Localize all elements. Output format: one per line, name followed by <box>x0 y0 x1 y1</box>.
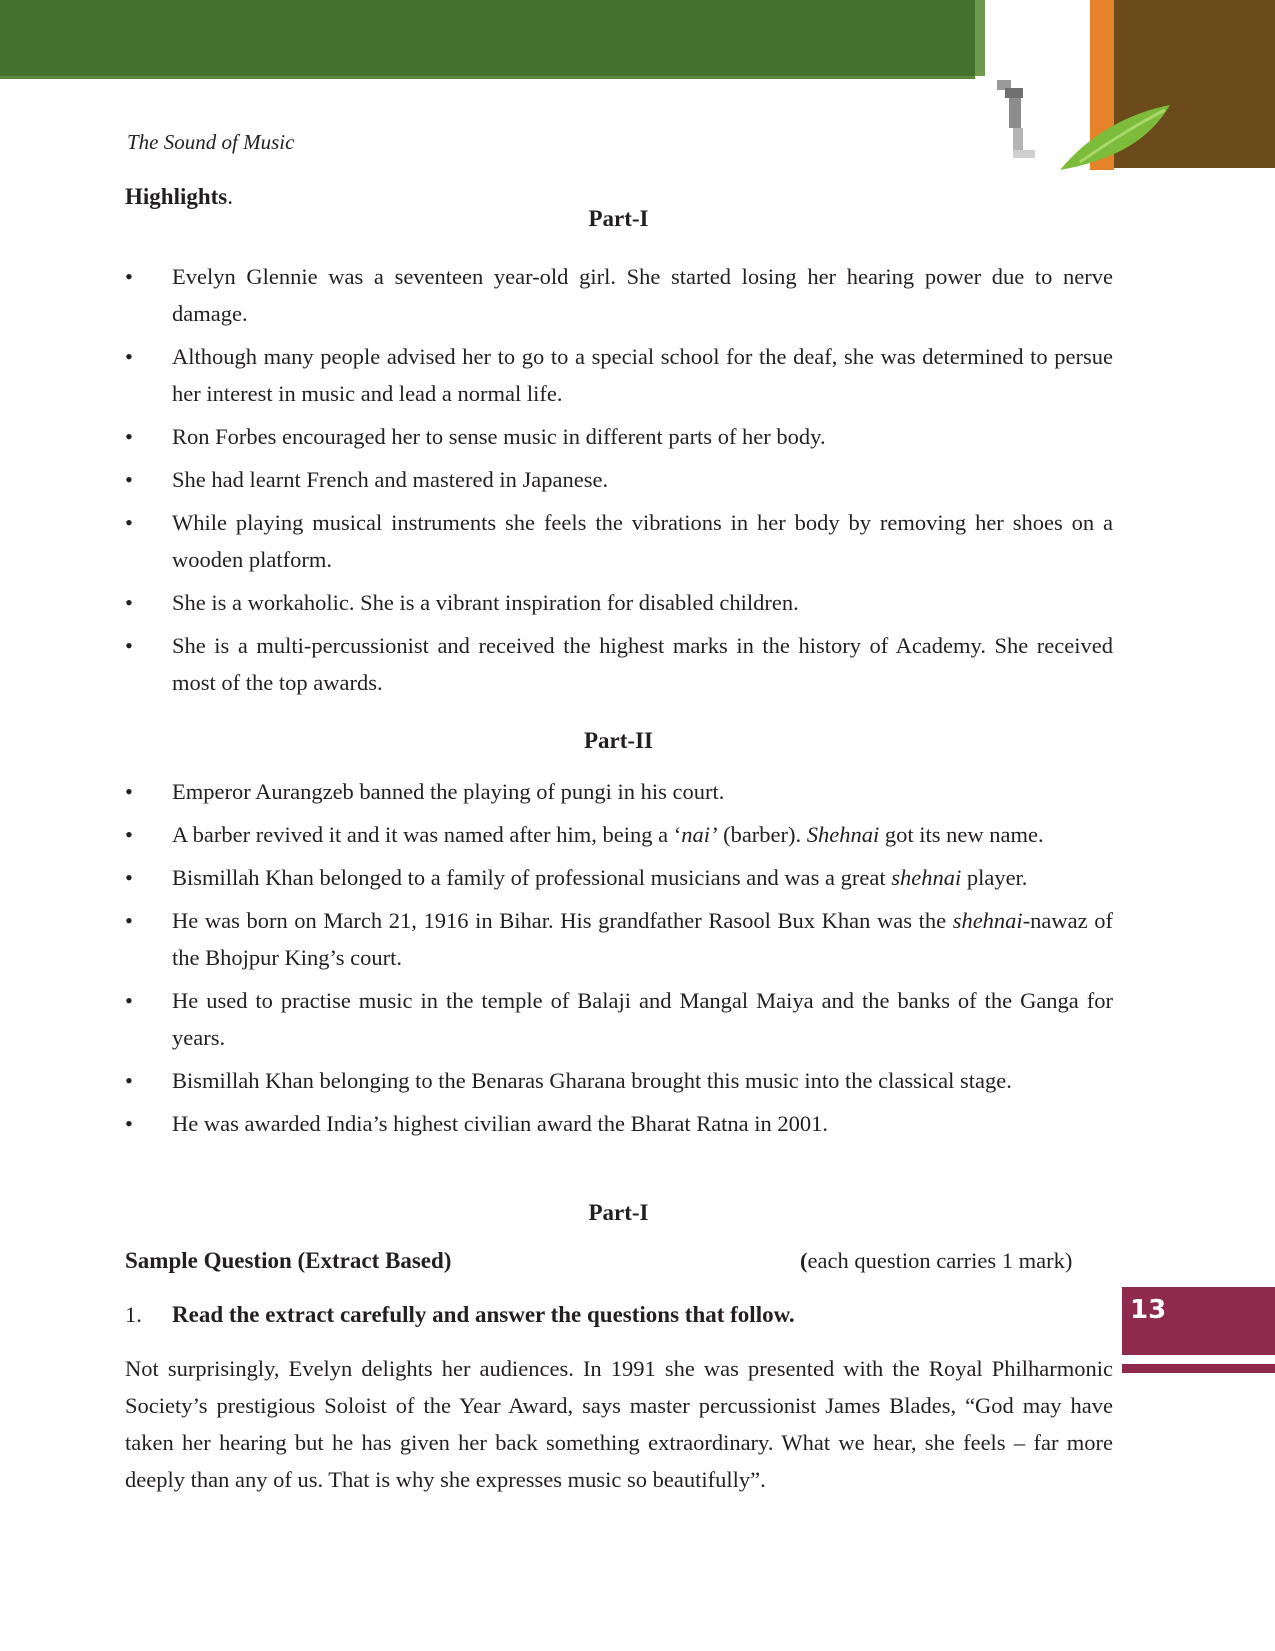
page-tab-underline <box>1122 1364 1275 1373</box>
list-item <box>125 627 1113 701</box>
list-item <box>125 859 1113 896</box>
highlights-period: . <box>227 184 234 209</box>
bullet-icon: • <box>125 1068 133 1093</box>
questions-part-title: Part-I <box>588 1200 649 1225</box>
bullet-icon: • <box>125 344 133 369</box>
question-number: 1. <box>125 1302 142 1327</box>
extract-paragraph: Not surprisingly, Evelyn delights her audiences. In 1991 she was presented with the Royal Philharmonic Society’s prestigious Soloist of the Year Award, says master percussionist James Blades, “God may have taken her hearing but he has given her back something extraordinary. What we hear, she feels – far more deeply than any of us. That is why she expresses music so beautifully”. <box>125 1356 1113 1492</box>
bullet-icon: • <box>125 264 133 289</box>
list-item-text: She is a workaholic. She is a vibrant inspiration for disabled children. <box>172 590 799 615</box>
list-item <box>125 1062 1113 1099</box>
part-1-highlights-list <box>125 258 1113 707</box>
bullet-icon: • <box>125 865 133 890</box>
text-run: got its new name. <box>879 822 1044 847</box>
list-item-text: Ron Forbes encouraged her to sense music in different parts of her body. <box>172 424 826 449</box>
list-item-text: Bismillah Khan belonging to the Benaras Gharana brought this music into the classical stage. <box>172 1068 1012 1093</box>
list-item-text: Evelyn Glennie was a seventeen year-old girl. She started losing her hearing power due to nerve damage. <box>172 264 1113 326</box>
bullet-icon: • <box>125 779 133 804</box>
header-green-underline <box>0 76 975 79</box>
list-item <box>125 258 1113 332</box>
list-item-text <box>172 865 1027 890</box>
list-item-text: He used to practise music in the temple of Balaji and Mangal Maiya and the banks of the Ganga for years. <box>172 988 1113 1050</box>
part-2-title: Part-II <box>584 728 653 753</box>
header-green-strip <box>975 0 985 76</box>
sample-question-heading: Sample Question (Extract Based) <box>125 1248 452 1273</box>
bullet-icon: • <box>125 590 133 615</box>
highlights-label: Highlights <box>125 184 228 209</box>
italic-word-shehnai: shehnai <box>891 865 962 890</box>
list-item-text <box>172 822 1044 847</box>
bullet-icon: • <box>125 424 133 449</box>
list-item-text: He was awarded India’s highest civilian award the Bharat Ratna in 2001. <box>172 1111 829 1136</box>
part-1-title: Part-I <box>588 206 649 231</box>
bullet-icon: • <box>125 908 133 933</box>
bullet-icon: • <box>125 988 133 1013</box>
pen-nib-decoration-icon <box>995 80 1035 172</box>
list-item-text <box>172 908 1113 970</box>
list-item <box>125 461 1113 498</box>
list-item <box>125 418 1113 455</box>
text-run: Bismillah Khan belonged to a family of professional musicians and was a great <box>172 865 892 890</box>
list-item <box>125 504 1113 578</box>
list-item-text: While playing musical instruments she feels the vibrations in her body by removing her shoes on a wooden platform. <box>172 510 1113 572</box>
italic-word-shehnai: shehnai <box>952 908 1023 933</box>
list-item-text: Emperor Aurangzeb banned the playing of pungi in his court. <box>172 779 725 804</box>
list-item <box>125 902 1113 976</box>
bullet-icon: • <box>125 1111 133 1136</box>
bullet-icon: • <box>125 822 133 847</box>
list-item-text: She is a multi-percussionist and received the highest marks in the history of Academy. She received most of the top awards. <box>172 633 1113 695</box>
list-item <box>125 816 1113 853</box>
list-item <box>125 584 1113 621</box>
part-2-highlights-list <box>125 773 1113 1148</box>
italic-word-nai: nai’ <box>681 822 718 847</box>
text-run: player. <box>961 865 1028 890</box>
page-number: 13 <box>1130 1295 1167 1325</box>
list-item <box>125 338 1113 412</box>
leaf-decoration-icon <box>1060 100 1170 170</box>
bullet-icon: • <box>125 467 133 492</box>
list-item <box>125 1105 1113 1142</box>
list-item-text: She had learnt French and mastered in Japanese. <box>172 467 609 492</box>
italic-word-shehnai: Shehnai <box>806 822 880 847</box>
bullet-icon: • <box>125 633 133 658</box>
list-item <box>125 773 1113 810</box>
bullet-icon: • <box>125 510 133 535</box>
text-run: (barber). <box>717 822 807 847</box>
list-item-text: Although many people advised her to go to a special school for the deaf, she was determined to persue her interest in music and lead a normal life. <box>172 344 1113 406</box>
question-instruction: Read the extract carefully and answer the questions that follow. <box>172 1302 795 1327</box>
text-run: A barber revived it and it was named after him, being a ‘ <box>172 822 682 847</box>
marks-note-paren: ( <box>800 1248 808 1273</box>
running-head: The Sound of Music <box>127 130 295 154</box>
list-item <box>125 982 1113 1056</box>
marks-note-text: each question carries 1 mark) <box>807 1248 1073 1273</box>
header-green-bar <box>0 0 975 76</box>
marks-note <box>800 1248 1072 1274</box>
text-run: -nawaz of the Bhojpur King’s court. <box>172 908 1113 970</box>
text-run: He was born on March 21, 1916 in Bihar. His grandfather Rasool Bux Khan was the <box>172 908 953 933</box>
